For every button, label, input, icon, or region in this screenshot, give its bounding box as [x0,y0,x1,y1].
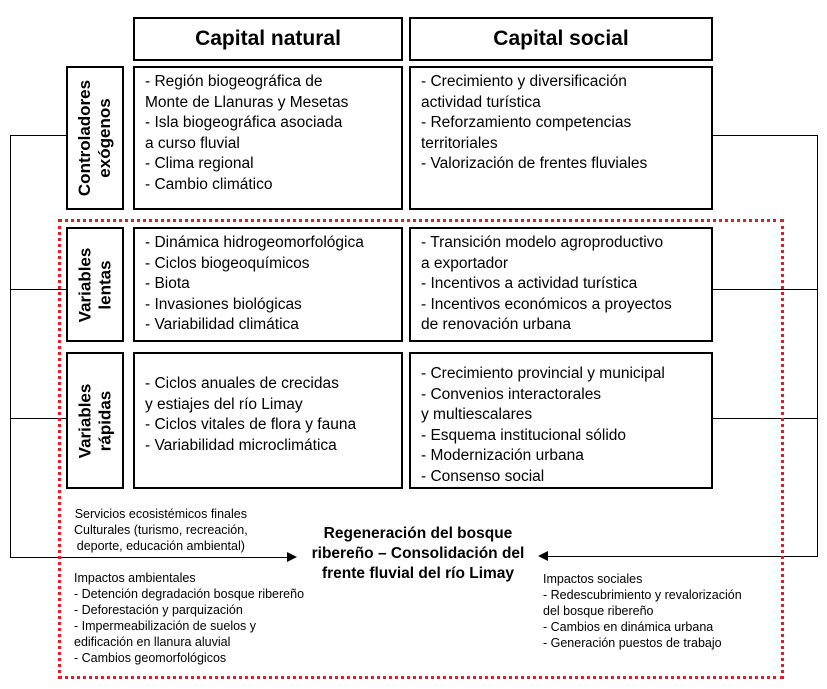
list-item: - Crecimiento y diversificación [421,73,627,90]
row-label-exogenos [66,66,124,210]
impactos-ambientales-line: - Deforestación y parquización [74,603,243,617]
list-item: - Incentivos económicos a proyectos [421,295,672,313]
impactos-ambientales-line: - Detención degradación bosque ribereño [74,587,305,601]
list-item: - Dinámica hidrogeomorfológica [145,234,364,251]
list-item: actividad turística [421,93,541,111]
list-item: - Variabilidad microclimática [145,436,337,454]
central-outcome-line: frente fluvial del río Limay [321,565,515,582]
impactos-sociales-line: - Cambios en dinámica urbana [543,620,714,634]
impactos-ambientales [74,570,304,666]
list-item: y estiajes del río Limay [145,395,303,413]
cell-exogenos-natural [133,66,403,210]
impactos-sociales [543,571,742,651]
header-capital-natural: Capital natural [133,17,403,61]
cell-lentas-natural [133,227,403,342]
list-item: - Variabilidad climática [145,316,299,333]
list-item: - Invasiones biológicas [145,295,302,313]
impactos-ambientales-line: - Cambios geomorfológicos [74,651,227,665]
row-label-exogenos-line1: Controladores [75,79,94,197]
list-item: - Modernización urbana [421,447,584,464]
row-label-lentas-line2: lentas [95,259,115,310]
list-item: - Incentivos a actividad turística [421,275,638,292]
row-label-rapidas [66,352,124,489]
central-outcome [298,524,538,584]
impactos-sociales-line: - Generación puestos de trabajo [543,636,722,650]
impactos-ambientales-line: edificación en llanura aluvial [74,635,231,649]
servicios-line: Culturales (turismo, recreación, [74,523,248,537]
list-item: - Reforzamiento competencias [421,114,632,131]
list-item: - Isla biogeográfica asociada [145,114,343,131]
list-item: - Clima regional [145,155,254,172]
impactos-ambientales-line: Impactos ambientales [74,571,196,585]
list-item: - Convenios interactorales [421,385,602,403]
list-item: y multiescalares [421,406,533,423]
impactos-sociales-line: - Redescubrimiento y revalorización [543,588,742,602]
list-item: - Crecimiento provincial y municipal [421,365,665,382]
impactos-sociales-line: Impactos sociales [543,572,643,586]
cell-rapidas-natural [133,352,403,489]
list-item: - Cambio climático [145,175,273,193]
impactos-ambientales-line: - Impermeabilización de suelos y [74,619,257,633]
cell-exogenos-social [409,66,713,210]
list-item: - Valorización de frentes fluviales [421,155,648,172]
central-outcome-line: Regeneración del bosque [323,525,513,542]
row-label-lentas [66,227,124,342]
list-item: - Ciclos vitales de flora y fauna [145,416,357,433]
list-item: - Biota [145,275,190,292]
central-outcome-line: ribereño – Consolidación del [311,545,525,562]
list-item: - Ciclos biogeoquímicos [145,254,310,272]
row-label-exogenos-line2: exógenos [95,98,114,178]
servicios-ecosistemicos [74,506,248,554]
list-item: - Región biogeográfica de [145,73,323,90]
row-label-rapidas-line1: Variables [75,383,95,458]
cell-rapidas-social [409,352,713,489]
list-item: - Esquema institucional sólido [421,426,627,444]
cell-lentas-social [409,227,713,342]
header-capital-social: Capital social [409,17,713,61]
list-item: - Transición modelo agroproductivo [421,234,664,251]
impactos-sociales-line: del bosque ribereño [543,604,654,618]
list-item: a curso fluvial [145,134,240,152]
servicios-line: Servicios ecosistémicos finales [74,507,247,521]
list-item: de renovación urbana [421,316,571,333]
list-item: - Ciclos anuales de crecidas [145,375,339,392]
list-item: Monte de Llanuras y Mesetas [145,93,349,111]
row-label-lentas-line1: Variables [75,247,95,322]
servicios-line: deporte, educación ambiental) [76,539,245,553]
list-item: a exportador [421,254,509,272]
row-label-rapidas-line2: rápidas [95,390,115,451]
list-item: - Consenso social [421,467,545,485]
list-item: territoriales [421,134,498,152]
